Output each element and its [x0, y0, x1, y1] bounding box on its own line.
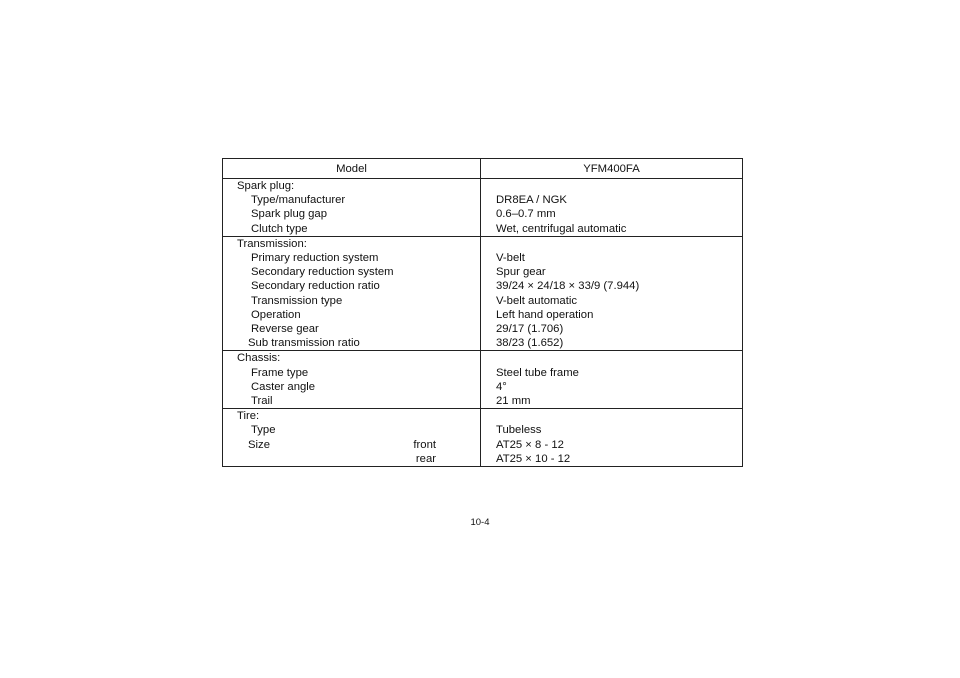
spec-label: Secondary reduction system [223, 265, 481, 279]
spec-value: 4° [496, 380, 507, 393]
spec-value: AT25 × 8 - 12 [496, 438, 564, 451]
spec-row [223, 193, 743, 207]
header-model-label: Model [223, 159, 481, 179]
spec-label: Size [248, 438, 270, 451]
spec-value: AT25 × 10 - 12 [496, 452, 571, 465]
section-chassis [223, 351, 743, 409]
spec-label: Transmission type [223, 294, 481, 308]
section-spark-plug [223, 179, 743, 237]
spec-label: Operation [223, 308, 481, 322]
spec-value: V-belt automatic [496, 294, 578, 307]
spec-label: Clutch type [223, 222, 481, 237]
spec-label: Caster angle [223, 380, 481, 394]
spec-label: Trail [223, 394, 481, 409]
spec-row [223, 251, 743, 265]
spec-qualifier: front [413, 438, 436, 451]
spec-row [223, 207, 743, 221]
spec-value: 39/24 × 24/18 × 33/9 (7.944) [496, 280, 640, 293]
spec-label: Frame type [223, 366, 481, 380]
spec-row [223, 279, 743, 293]
spec-value: Wet, centrifugal automatic [496, 222, 627, 235]
spec-value: V-belt [496, 252, 525, 265]
section-title-row [223, 351, 743, 366]
section-title-row [223, 409, 743, 424]
section-title: Tire: [223, 409, 481, 424]
spec-label: Sub transmission ratio [223, 336, 481, 351]
spec-row [223, 380, 743, 394]
spec-label: Reverse gear [223, 322, 481, 336]
section-title: Transmission: [223, 236, 481, 251]
spec-label-with-qualifier [223, 452, 481, 467]
section-tire [223, 409, 743, 467]
spec-value: Steel tube frame [496, 366, 579, 379]
header-row [223, 159, 743, 179]
spec-label: Type [223, 423, 481, 437]
spec-label: Type/manufacturer [223, 193, 481, 207]
spec-value: 38/23 (1.652) [496, 337, 564, 350]
spec-value: 0.6–0.7 mm [496, 208, 556, 221]
spec-row [223, 452, 743, 467]
spec-label: Secondary reduction ratio [223, 279, 481, 293]
spec-value: DR8EA / NGK [496, 194, 567, 207]
spec-label-with-qualifier [223, 438, 481, 452]
spec-row [223, 336, 743, 351]
spec-label: Spark plug gap [223, 207, 481, 221]
spec-value: 29/17 (1.706) [496, 323, 564, 336]
spec-row [223, 366, 743, 380]
spec-label: Primary reduction system [223, 251, 481, 265]
spec-row [223, 222, 743, 237]
spec-row [223, 308, 743, 322]
spec-value: Tubeless [496, 424, 542, 437]
spec-row [223, 438, 743, 452]
spec-value: 21 mm [496, 395, 531, 408]
spec-row [223, 423, 743, 437]
spec-value: Spur gear [496, 266, 546, 279]
spec-row [223, 265, 743, 279]
page-number: 10-4 [470, 517, 490, 528]
section-transmission [223, 236, 743, 351]
section-title-row [223, 236, 743, 251]
spec-row [223, 294, 743, 308]
spec-value: Left hand operation [496, 308, 594, 321]
header-model-value: YFM400FA [481, 159, 743, 179]
section-title-row [223, 179, 743, 194]
spec-row [223, 394, 743, 409]
section-title: Chassis: [223, 351, 481, 366]
spec-row [223, 322, 743, 336]
spec-table [222, 158, 743, 467]
spec-qualifier: rear [415, 452, 436, 465]
section-title: Spark plug: [223, 179, 481, 194]
